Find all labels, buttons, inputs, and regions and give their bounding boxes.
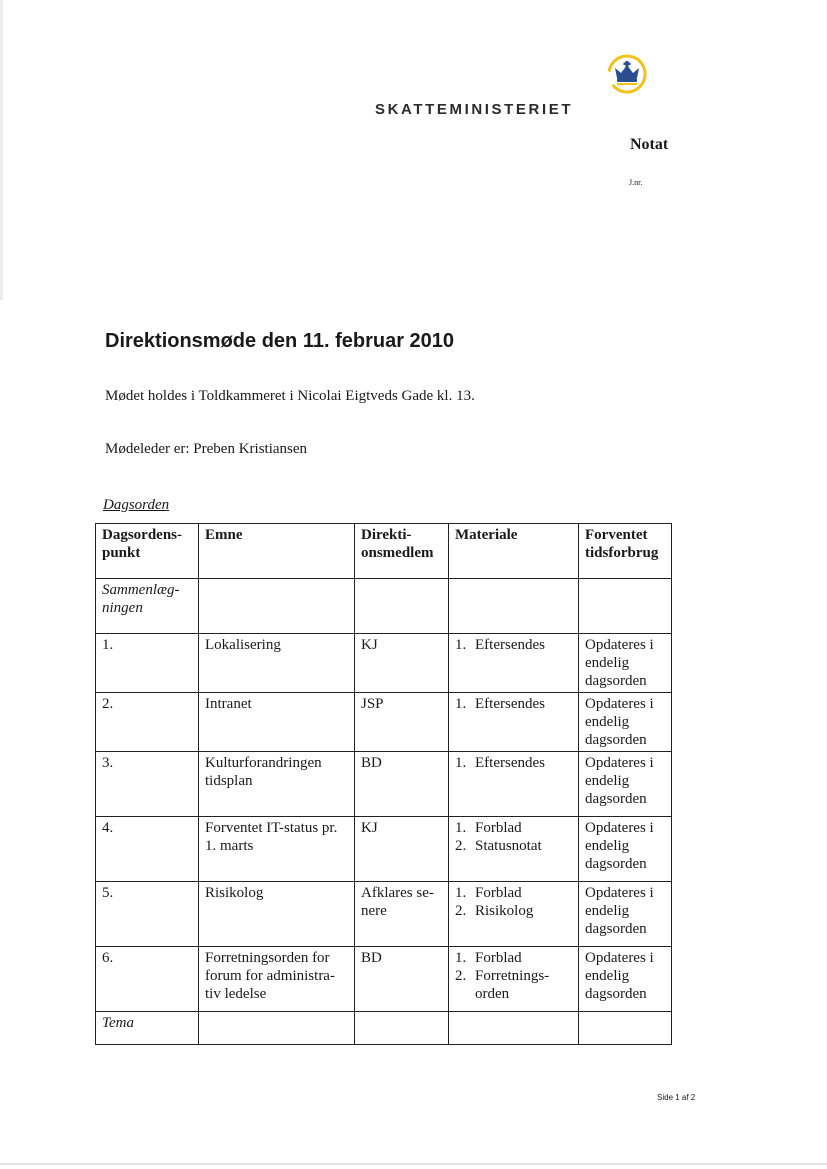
material-item xyxy=(455,819,572,837)
material-text: Forretnings- orden xyxy=(475,968,550,1002)
row-number: 6. xyxy=(96,947,199,1012)
material-text: Statusnotat xyxy=(475,838,542,854)
row-time: Opdateres i endelig dagsorden xyxy=(579,693,672,752)
material-text: Forblad xyxy=(475,950,522,966)
page-title: Direktionsmøde den 11. februar 2010 xyxy=(105,330,455,352)
row-number: 2. xyxy=(96,693,199,752)
material-text: Eftersendes xyxy=(475,755,545,771)
logo-wordmark: SKATTEMINISTERIET xyxy=(375,101,574,118)
materials-list xyxy=(455,636,572,654)
row-member: BD xyxy=(355,752,449,817)
row-time: Opdateres i endelig dagsorden xyxy=(579,947,672,1012)
row-member: Afklares se- nere xyxy=(355,882,449,947)
row-materials xyxy=(449,634,579,693)
table-header-row xyxy=(96,524,672,579)
header-member: Direkti- onsmedlem xyxy=(355,524,449,579)
table-row xyxy=(96,817,672,882)
material-item xyxy=(455,967,572,1003)
row-materials xyxy=(449,693,579,752)
row-topic: Lokalisering xyxy=(199,634,355,693)
row-topic: Intranet xyxy=(199,693,355,752)
material-number: 1. xyxy=(455,755,467,771)
row-number: 1. xyxy=(96,634,199,693)
material-item xyxy=(455,636,572,654)
header-topic: Emne xyxy=(199,524,355,579)
row-materials xyxy=(449,947,579,1012)
material-number: 1. xyxy=(455,885,467,901)
row-topic: Risikolog xyxy=(199,882,355,947)
row-member: KJ xyxy=(355,634,449,693)
material-text: Risikolog xyxy=(475,903,534,919)
material-number: 2. xyxy=(455,838,467,854)
material-number: 1. xyxy=(455,637,467,653)
materials-list xyxy=(455,695,572,713)
section-label: Tema xyxy=(96,1012,199,1045)
row-member: KJ xyxy=(355,817,449,882)
scan-bottom-shadow xyxy=(0,1163,827,1165)
section-row xyxy=(96,1012,672,1045)
row-materials xyxy=(449,752,579,817)
section-label: Sammenlæg- ningen xyxy=(96,579,199,634)
table-row xyxy=(96,882,672,947)
page-number: Side 1 af 2 xyxy=(657,1093,696,1102)
row-topic: Forretningsorden for forum for administra- tiv ledelse xyxy=(199,947,355,1012)
scan-edge-shadow xyxy=(0,0,3,300)
row-member: BD xyxy=(355,947,449,1012)
agenda-heading: Dagsorden xyxy=(103,497,170,513)
material-number: 1. xyxy=(455,820,467,836)
agenda-table xyxy=(95,523,672,1045)
table-row xyxy=(96,634,672,693)
row-time: Opdateres i endelig dagsorden xyxy=(579,752,672,817)
material-number: 2. xyxy=(455,968,467,984)
row-time: Opdateres i endelig dagsorden xyxy=(579,817,672,882)
materials-list xyxy=(455,819,572,855)
row-topic: Forventet IT-status pr. 1. marts xyxy=(199,817,355,882)
material-text: Forblad xyxy=(475,885,522,901)
row-materials xyxy=(449,817,579,882)
table-row xyxy=(96,693,672,752)
material-text: Eftersendes xyxy=(475,637,545,653)
meeting-chair: Mødeleder er: Preben Kristiansen xyxy=(105,441,308,457)
row-time: Opdateres i endelig dagsorden xyxy=(579,634,672,693)
materials-list xyxy=(455,754,572,772)
material-number: 2. xyxy=(455,903,467,919)
row-time: Opdateres i endelig dagsorden xyxy=(579,882,672,947)
header-num: Dagsordens- punkt xyxy=(96,524,199,579)
material-item xyxy=(455,837,572,855)
material-item xyxy=(455,754,572,772)
row-number: 4. xyxy=(96,817,199,882)
meeting-location: Mødet holdes i Toldkammeret i Nicolai Eigtveds Gade kl. 13. xyxy=(105,388,475,404)
table-row xyxy=(96,752,672,817)
materials-list xyxy=(455,884,572,920)
material-number: 1. xyxy=(455,950,467,966)
material-item xyxy=(455,902,572,920)
row-number: 3. xyxy=(96,752,199,817)
section-row xyxy=(96,579,672,634)
row-materials xyxy=(449,882,579,947)
material-text: Forblad xyxy=(475,820,522,836)
header-material: Materiale xyxy=(449,524,579,579)
table-row xyxy=(96,947,672,1012)
header-time: Forventet tidsforbrug xyxy=(579,524,672,579)
materials-list xyxy=(455,949,572,1003)
row-member: JSP xyxy=(355,693,449,752)
material-item xyxy=(455,884,572,902)
document-type: Notat xyxy=(630,136,669,153)
row-topic: Kulturforandringen tidsplan xyxy=(199,752,355,817)
jnr-label: J.nr. xyxy=(629,178,643,187)
material-item xyxy=(455,949,572,967)
crown-logo-icon xyxy=(603,52,651,100)
material-number: 1. xyxy=(455,696,467,712)
material-text: Eftersendes xyxy=(475,696,545,712)
row-number: 5. xyxy=(96,882,199,947)
material-item xyxy=(455,695,572,713)
